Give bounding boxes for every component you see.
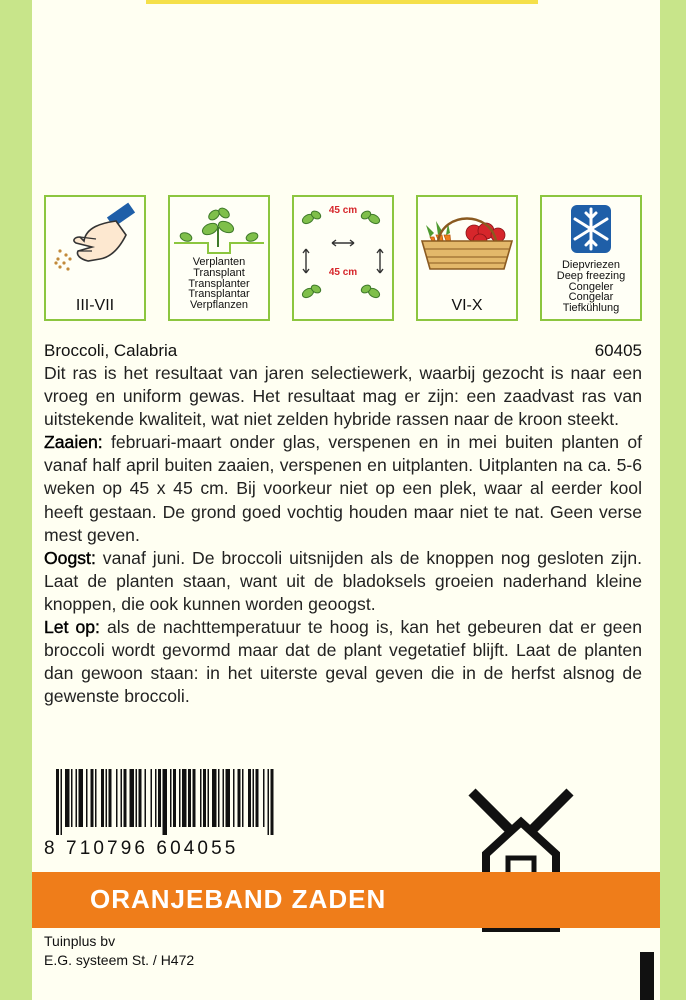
barcode-bar: [124, 769, 127, 827]
barcode-bar: [139, 769, 142, 827]
barcode-bar: [268, 769, 270, 835]
barcode-bar: [79, 769, 84, 827]
barcode-bar: [238, 769, 241, 827]
top-yellow-bar: [146, 0, 538, 4]
sowing-months: III-VII: [75, 297, 115, 314]
barcode-bar: [218, 769, 220, 827]
barcode-bar: [163, 769, 168, 835]
barcode-bar: [200, 769, 202, 827]
barcode-bar: [91, 769, 94, 827]
transplant-label-en: Transplant: [193, 266, 245, 279]
barcode: [56, 769, 276, 835]
certification: E.G. systeem St. / H472: [44, 952, 195, 968]
barcode-bar: [223, 769, 225, 827]
barcode-bar: [101, 769, 104, 827]
transplant-label-es: Transplantar: [188, 288, 250, 301]
section-note: [44, 616, 642, 708]
barcode-bar: [130, 769, 135, 827]
barcode-bar: [193, 769, 196, 827]
barcode-bar: [71, 769, 73, 827]
harvest-box: [416, 195, 518, 321]
barcode-bar: [158, 769, 161, 827]
barcode-bar: [65, 769, 70, 827]
freezing-label-nl: Diepvriezen: [561, 259, 621, 271]
harvest-basket-icon: [418, 197, 516, 297]
barcode-bar: [95, 769, 97, 827]
barcode-bar: [170, 769, 172, 827]
barcode-bar: [208, 769, 210, 827]
barcode-bar: [155, 769, 157, 827]
barcode-bar: [253, 769, 255, 827]
barcode-bar: [61, 769, 63, 835]
section-harvest-heading: Oogst:: [44, 547, 96, 568]
barcode-bar: [76, 769, 78, 827]
barcode-bar: [233, 769, 235, 827]
product-name: Broccoli, Calabria: [44, 341, 178, 360]
barcode-bar: [106, 769, 108, 827]
barcode-bar: [151, 769, 153, 827]
spacing-bottom: 45 cm: [328, 267, 358, 278]
section-harvest-text: vanaf juni. De broccoli uitsnijden als de knoppen nog gesloten zijn. Laat de planten staan, want uit de bladoksels groeien naderhand kleine knoppen, die ook kunnen worden geoogst.: [44, 547, 642, 614]
barcode-bar: [263, 769, 265, 827]
barcode-bar: [145, 769, 147, 827]
freezing-labels: [542, 260, 640, 314]
barcode-bar: [256, 769, 259, 827]
spacing-top: 45 cm: [328, 205, 358, 216]
section-note-text: als de nachttemperatuur te hoog is, kan het gebeuren dat er geen broccoli wordt gevormd maar dat de plant vegetatief blijft. Laat de planten dan gewoon staan: in het uiterste geval geven die in de herfst alsnog de gewenste broccoli.: [44, 617, 642, 707]
barcode-bar: [242, 769, 244, 827]
section-sowing-heading: Zaaien:: [44, 432, 103, 453]
barcode-bar: [136, 769, 138, 827]
section-sowing-text: februari-maart onder glas, verspenen en in mei buiten planten of vanaf half april buiten zaaien, verspenen en uitplanten. Uitplanten na ca. 5-6 weken op 45 x 45 cm. Bij voorkeur niet op een plek, waar al eerder kool heeft gestaan. De grond goed vochtig houden maar niet te nat. Geen verse mest geven.: [44, 432, 642, 545]
section-note-heading: Let op:: [44, 617, 100, 638]
barcode-bar: [212, 769, 217, 827]
spacing-box: [292, 195, 394, 321]
section-sowing: [44, 431, 642, 546]
sowing-box: [44, 195, 146, 321]
snowflake-icon: [542, 197, 640, 261]
transplant-label-fr: Transplanter: [188, 277, 250, 290]
barcode-bar: [179, 769, 181, 827]
barcode-bar: [271, 769, 274, 835]
barcode-bar: [56, 769, 59, 835]
corner-black-bar: [640, 952, 654, 1000]
barcode-bar: [248, 769, 251, 827]
footer: [44, 932, 194, 970]
brand-name: ORANJEBAND ZADEN: [90, 884, 387, 914]
barcode-bar: [188, 769, 191, 827]
company-name: Tuinplus bv: [44, 933, 116, 949]
section-harvest: [44, 547, 642, 616]
product-code: 60405: [594, 341, 642, 360]
barcode-bar: [203, 769, 206, 827]
barcode-bar: [121, 769, 123, 827]
freezing-box: [540, 195, 642, 321]
transplant-label-de: Verpflanzen: [189, 299, 249, 312]
growing-instructions: [44, 362, 642, 708]
instruction-icons: [44, 195, 642, 323]
harvest-months: VI-X: [451, 297, 483, 314]
transplant-label-nl: Verplanten: [192, 256, 246, 268]
barcode-bar: [116, 769, 118, 827]
hand-sowing-icon: [46, 197, 144, 297]
freezing-label-es: Congelar: [568, 291, 614, 304]
transplant-labels: [170, 257, 268, 311]
barcode-bar: [86, 769, 88, 827]
barcode-bar: [182, 769, 187, 827]
product-title-row: [44, 341, 642, 363]
barcode-bar: [173, 769, 176, 827]
freezing-label-en: Deep freezing: [556, 269, 626, 282]
barcode-bar: [226, 769, 231, 827]
barcode-digits: 8 710796 604055: [44, 838, 239, 859]
freezing-label-de: Tiefkühlung: [562, 302, 620, 315]
freezing-label-fr: Congeler: [568, 280, 614, 293]
description: Dit ras is het resultaat van jaren selectiewerk, waarbij gezocht is naar een vroeg en uniform gewas. Het resultaat mag er zijn: een zaadvast ras van uitstekende kwaliteit, wat niet zelden hybride rassen naar de kroon steekt.: [44, 363, 642, 430]
barcode-bar: [109, 769, 112, 827]
transplant-box: [168, 195, 270, 321]
